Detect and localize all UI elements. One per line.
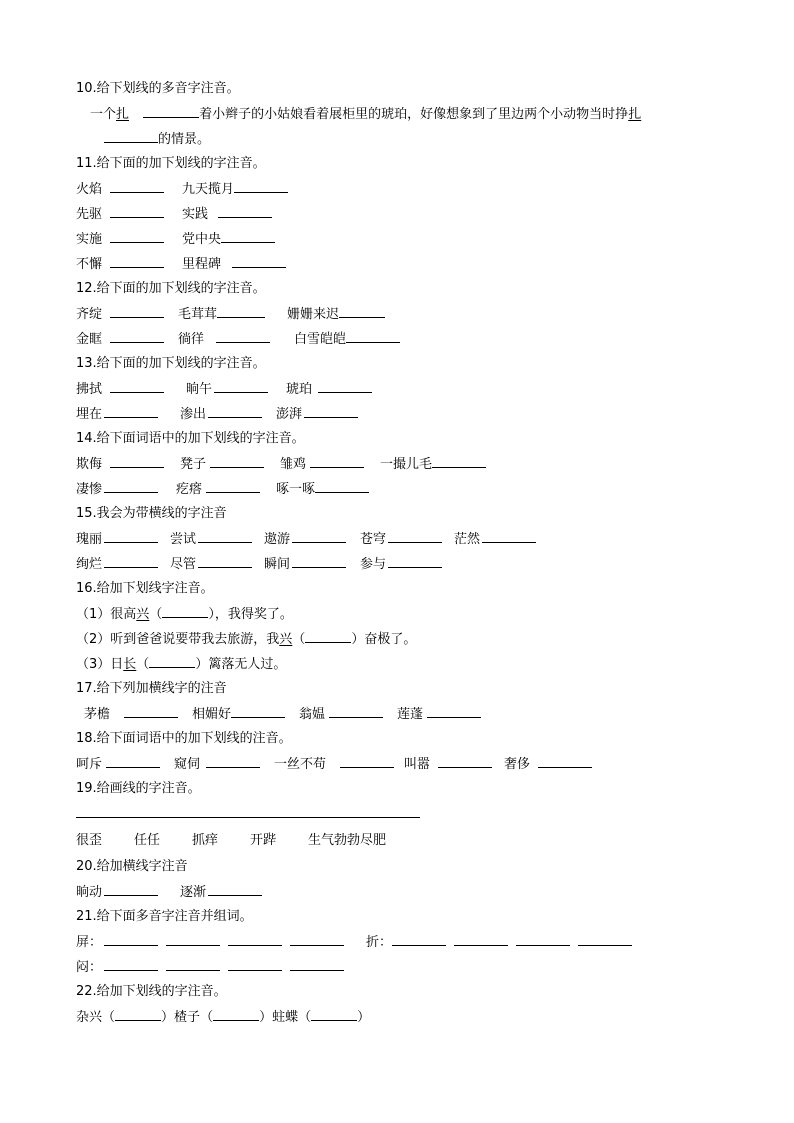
q16-s2-underlined: 兴 — [279, 632, 293, 647]
q14-blank[interactable] — [206, 480, 260, 493]
q18-title: 18.给下面词语中的加下划线的注音。 — [76, 731, 292, 746]
q19-blank[interactable] — [188, 805, 246, 818]
q10-underlined-1: 扎 — [116, 107, 130, 122]
q16-s1-underlined: 兴 — [136, 607, 150, 622]
q12-word: 毛茸茸 — [178, 307, 218, 322]
q15-row-1 — [76, 530, 536, 549]
q21-blank[interactable] — [290, 933, 344, 946]
q11-row-3 — [76, 230, 275, 249]
q11-blank[interactable] — [218, 205, 272, 218]
q22-title: 22.给加下划线的字注音。 — [76, 984, 227, 999]
q16-s3-text: （3）日 — [76, 657, 124, 672]
q12-word: 金眶 — [76, 332, 103, 347]
q14-blank[interactable] — [315, 480, 369, 493]
q14-blank[interactable] — [110, 455, 164, 468]
q20-word: 逐渐 — [180, 885, 207, 900]
q17-word: 相媚好 — [192, 707, 232, 722]
q15-blank[interactable] — [388, 530, 442, 543]
q17-blank[interactable] — [231, 705, 285, 718]
q14-row-2 — [76, 480, 369, 499]
q16-s3-tail: 篱落无人过。 — [208, 657, 287, 672]
q11-word: 党中央 — [182, 232, 222, 247]
q17-word: 莲蓬 — [397, 707, 424, 722]
q20-title: 20.给加横线字注音 — [76, 859, 188, 874]
q13-word: 拂拭 — [76, 382, 103, 397]
q15-blank[interactable] — [198, 555, 252, 568]
q16-s2-text: （2）听到爸爸说要带我去旅游，我 — [76, 632, 280, 647]
q17-blank[interactable] — [427, 705, 481, 718]
q15-blank[interactable] — [198, 530, 252, 543]
q10-text-b: 着小辫子的小姑娘看着展柜里的琥珀，好像想象到了里边两个小动物当时挣 — [199, 107, 629, 122]
q11-title: 11.给下面的加下划线的字注音。 — [76, 156, 266, 171]
q21-blank[interactable] — [166, 958, 220, 971]
q13-word: 晌午 — [186, 382, 213, 397]
q15-word: 瞬间 — [264, 557, 291, 572]
q17-word: 茅檐 — [84, 707, 111, 722]
q14-word: 雏鸡 — [280, 457, 307, 472]
q17-row — [84, 705, 481, 724]
q16-s3-underlined: 长 — [123, 657, 137, 672]
q13-title: 13.给下面的加下划线的字注音。 — [76, 356, 266, 371]
q10-text-tail: 的情景。 — [158, 132, 211, 147]
q19-blank[interactable] — [362, 805, 420, 818]
q18-word: 呵斥 — [76, 757, 103, 772]
q15-blank[interactable] — [388, 555, 442, 568]
q14-blank[interactable] — [210, 455, 264, 468]
q10-answer-blank-2[interactable] — [104, 130, 158, 143]
q13-word: 澎湃 — [276, 407, 303, 422]
q18-word: 奢侈 — [504, 757, 531, 772]
q19-word: 任任 — [134, 833, 161, 848]
q16-title: 16.给加下划线字注音。 — [76, 581, 214, 596]
q11-blank[interactable] — [221, 230, 275, 243]
q11-row-2 — [76, 205, 272, 224]
q14-title: 14.给下面词语中的加下划线的字注音。 — [76, 431, 305, 446]
q12-blank[interactable] — [339, 305, 385, 318]
q19-blank[interactable] — [130, 805, 188, 818]
q14-word: 凄惨 — [76, 482, 103, 497]
q15-blank[interactable] — [104, 530, 158, 543]
q13-word: 渗出 — [180, 407, 207, 422]
q10-text-a: 一个 — [90, 107, 117, 122]
q11-blank[interactable] — [234, 180, 288, 193]
q14-word: 凳子 — [180, 457, 207, 472]
q20-word: 晌动 — [76, 885, 103, 900]
q20-blank[interactable] — [104, 883, 158, 896]
q21-row-2 — [76, 958, 344, 977]
q11-blank[interactable] — [110, 180, 164, 193]
q21-blank[interactable] — [166, 933, 220, 946]
q11-blank[interactable] — [110, 205, 164, 218]
q15-word: 瑰丽 — [76, 532, 103, 547]
q12-word: 白雪皑皑 — [294, 332, 347, 347]
q14-word: 欺侮 — [76, 457, 103, 472]
q19-blank-row — [76, 805, 420, 824]
q15-title: 15.我会为带横线的字注音 — [76, 506, 227, 521]
q12-title: 12.给下面的加下划线的字注音。 — [76, 281, 266, 296]
q10-line2 — [76, 130, 210, 149]
q13-blank[interactable] — [104, 405, 158, 418]
q15-blank[interactable] — [104, 555, 158, 568]
q12-word: 姗姗来迟 — [287, 307, 340, 322]
q19-word: 抓痒 — [192, 833, 219, 848]
q13-blank[interactable] — [214, 380, 268, 393]
q20-row — [76, 883, 262, 902]
q18-word: 窥伺 — [174, 757, 201, 772]
q13-row-1 — [76, 380, 372, 399]
q21-blank[interactable] — [228, 933, 282, 946]
q18-blank[interactable] — [106, 755, 160, 768]
q16-s1-text: （1）很高 — [76, 607, 137, 622]
q11-blank[interactable] — [232, 255, 286, 268]
q18-blank[interactable] — [438, 755, 492, 768]
q11-word: 里程碑 — [182, 257, 222, 272]
q22-blank[interactable] — [115, 1008, 161, 1021]
q12-blank[interactable] — [346, 330, 400, 343]
q12-blank[interactable] — [216, 330, 270, 343]
q11-row-1 — [76, 180, 288, 199]
q14-blank[interactable] — [104, 480, 158, 493]
q16-sentence-3: （3）日长（ ）篱落无人过。 — [76, 657, 287, 672]
q18-blank[interactable] — [206, 755, 260, 768]
q13-blank[interactable] — [318, 380, 372, 393]
q10-line1 — [90, 105, 641, 124]
q21-blank[interactable] — [454, 933, 508, 946]
q19-title: 19.给画线的字注音。 — [76, 781, 201, 796]
q19-word-row — [76, 832, 386, 850]
q21-blank[interactable] — [578, 933, 632, 946]
q17-blank[interactable] — [124, 705, 178, 718]
q16-blank-1[interactable] — [162, 605, 208, 618]
q18-row — [76, 755, 592, 774]
q13-row-2 — [76, 405, 358, 424]
q13-word: 埋在 — [76, 407, 103, 422]
q21-blank[interactable] — [516, 933, 570, 946]
q15-word: 遨游 — [264, 532, 291, 547]
q21-blank[interactable] — [104, 958, 158, 971]
q13-word: 琥珀 — [286, 382, 313, 397]
q17-word: 翁媪 — [299, 707, 326, 722]
q21-blank[interactable] — [104, 933, 158, 946]
q10-title: 10.给下划线的多音字注音。 — [76, 81, 240, 96]
q21-row-1 — [76, 933, 632, 952]
q21-title: 21.给下面多音字注音并组词。 — [76, 909, 253, 924]
q11-word: 火焰 — [76, 182, 103, 197]
q11-word: 实施 — [76, 232, 103, 247]
q22-blank[interactable] — [213, 1008, 259, 1021]
q14-row-1 — [76, 455, 486, 474]
q18-blank[interactable] — [340, 755, 394, 768]
q11-word: 不懈 — [76, 257, 103, 272]
q11-blank[interactable] — [110, 230, 164, 243]
q15-word: 参与 — [360, 557, 387, 572]
q21-label-men: 闷： — [76, 960, 103, 975]
q12-blank[interactable] — [217, 305, 265, 318]
q10-answer-blank-1[interactable] — [143, 105, 199, 118]
q16-sentence-2: （2）听到爸爸说要带我去旅游，我兴（ ）奋极了。 — [76, 632, 417, 647]
q12-row-1 — [76, 305, 385, 324]
q11-word: 先驱 — [76, 207, 103, 222]
q22-word: 杂兴 — [76, 1010, 103, 1025]
q19-blank[interactable] — [246, 805, 304, 818]
q11-word: 实践 — [182, 207, 209, 222]
q18-word: 一丝不苟 — [274, 757, 327, 772]
q14-word: 一撮儿毛 — [380, 457, 433, 472]
q18-blank[interactable] — [538, 755, 592, 768]
q14-word: 疙瘩 — [176, 482, 203, 497]
q17-blank[interactable] — [329, 705, 383, 718]
q16-sentence-1: （1）很高兴（ ），我得奖了。 — [76, 607, 293, 622]
q15-word: 尝试 — [170, 532, 197, 547]
q22-row: 杂兴（ ）楂子（ ）蛀蝶（ ） — [76, 1010, 371, 1025]
q12-word: 齐绽 — [76, 307, 103, 322]
q21-label-zhe: 折： — [366, 935, 393, 950]
q11-blank[interactable] — [110, 255, 164, 268]
q15-blank[interactable] — [482, 530, 536, 543]
q11-word: 九天揽月 — [182, 182, 235, 197]
q16-blank-3[interactable] — [149, 655, 195, 668]
q15-blank[interactable] — [292, 530, 346, 543]
q12-row-2 — [76, 330, 400, 349]
q22-blank[interactable] — [311, 1008, 357, 1021]
q21-label-ping: 屏： — [76, 935, 103, 950]
q15-word: 茫然 — [454, 532, 481, 547]
q12-blank[interactable] — [110, 330, 164, 343]
q21-blank[interactable] — [392, 933, 446, 946]
q14-word: 啄一啄 — [276, 482, 316, 497]
q14-blank[interactable] — [432, 455, 486, 468]
q16-s1-tail: ，我得奖了。 — [214, 607, 293, 622]
q13-blank[interactable] — [304, 405, 358, 418]
q13-blank[interactable] — [110, 380, 164, 393]
q15-word: 苍穹 — [360, 532, 387, 547]
q21-blank[interactable] — [228, 958, 282, 971]
q15-blank[interactable] — [292, 555, 346, 568]
q14-blank[interactable] — [310, 455, 364, 468]
q15-word: 尽管 — [170, 557, 197, 572]
q21-blank[interactable] — [290, 958, 344, 971]
q11-row-4 — [76, 255, 286, 274]
q10-underlined-2: 扎 — [628, 107, 642, 122]
q18-word: 叫嚣 — [404, 757, 431, 772]
q22-word: 楂子 — [174, 1010, 201, 1025]
q13-blank[interactable] — [208, 405, 262, 418]
q19-word: 开跸 — [250, 833, 277, 848]
q12-word: 徜徉 — [178, 332, 205, 347]
q15-row-2 — [76, 555, 442, 574]
q22-word: 蛀蝶 — [272, 1010, 299, 1025]
q16-blank-2[interactable] — [305, 630, 351, 643]
q15-word: 绚烂 — [76, 557, 103, 572]
q19-word: 很歪 — [76, 833, 103, 848]
q17-title: 17.给下列加横线字的注音 — [76, 681, 227, 696]
q19-word: 生气勃勃尽肥 — [308, 833, 387, 848]
q19-blank[interactable] — [76, 805, 130, 818]
q12-blank[interactable] — [110, 305, 164, 318]
q19-blank[interactable] — [304, 805, 362, 818]
q20-blank[interactable] — [208, 883, 262, 896]
q16-s2-tail: 奋极了。 — [364, 632, 417, 647]
